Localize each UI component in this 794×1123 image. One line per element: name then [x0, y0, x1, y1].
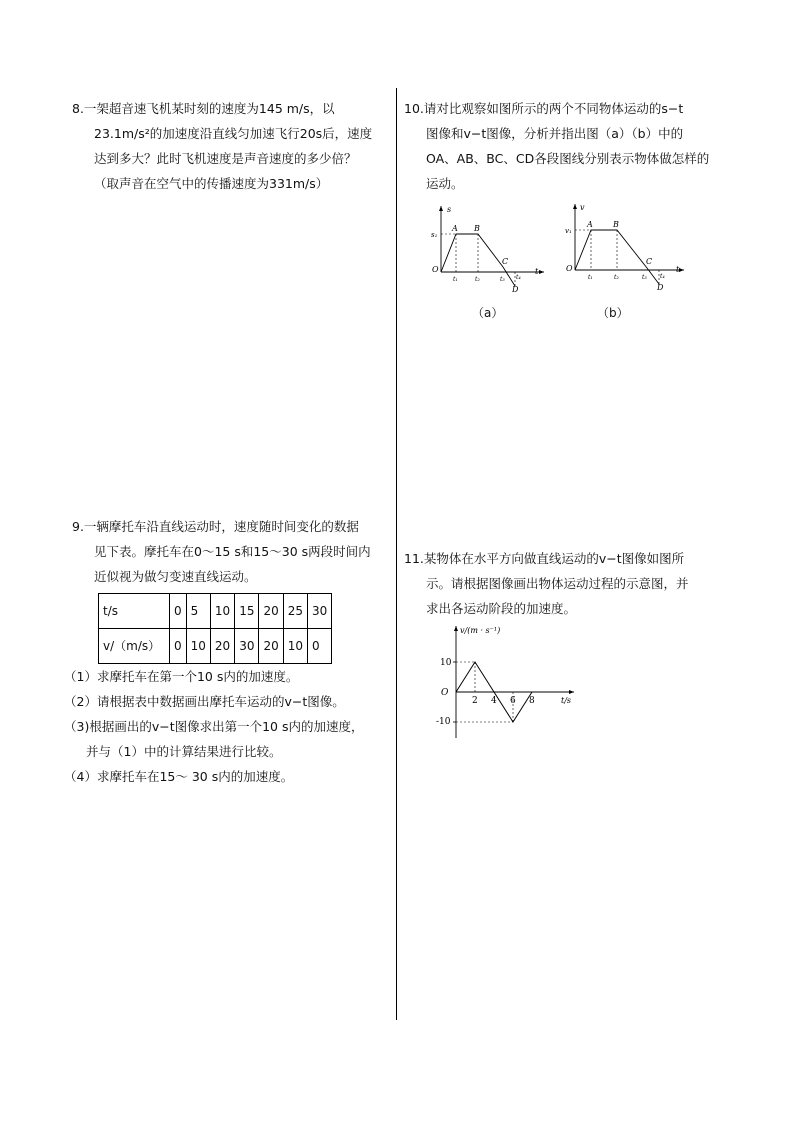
- table-row-time: [99, 594, 332, 629]
- question-9: [64, 514, 390, 789]
- axis-label-t: t: [535, 267, 539, 276]
- table-cell: 10: [210, 594, 234, 629]
- table-cell: 30: [235, 629, 259, 664]
- figure-a-caption: （a）: [472, 306, 504, 320]
- q9-line-2: 见下表。摩托车在0～15 s和15～30 s两段时间内: [94, 544, 371, 559]
- table-cell: 25: [283, 594, 307, 629]
- table-cell: 20: [259, 629, 283, 664]
- q8-line-4: （取声音在空气中的传播速度为331m/s）: [94, 176, 329, 191]
- q9-line-1: 9.一辆摩托车沿直线运动时，速度随时间变化的数据: [72, 519, 359, 534]
- point-label-b: B: [474, 224, 480, 233]
- q9-part-1: （1）求摩托车在第一个10 s内的加速度。: [64, 669, 299, 684]
- question-10: [404, 96, 726, 196]
- origin-label: O: [432, 265, 439, 274]
- table-cell: 0: [170, 629, 187, 664]
- left-column: [64, 96, 390, 784]
- axis-label-v: v/(m · s⁻¹): [460, 626, 501, 635]
- point-label-d: D: [657, 283, 664, 292]
- speed-data-table: [98, 593, 332, 664]
- q11-vt-graph: [436, 620, 586, 745]
- axis-label-v: v: [580, 203, 585, 212]
- tick-label-t3: t₃: [642, 274, 647, 281]
- level-label-s1: s₁: [431, 231, 438, 239]
- table-cell: 20: [210, 629, 234, 664]
- tick-label-t4: t₄: [516, 274, 521, 281]
- point-label-c: C: [646, 257, 653, 266]
- q9-part-3-cont: 并与（1）中的计算结果进行比较。: [86, 744, 282, 759]
- point-label-a: A: [452, 224, 458, 233]
- q11-line-1: 11.某物体在水平方向做直线运动的v−t图像如图所: [404, 551, 685, 566]
- column-divider: [396, 88, 397, 1020]
- vt-graph-b: [562, 198, 692, 298]
- axis-label-t: t/s: [561, 696, 572, 705]
- x-tick-label: 4: [491, 696, 497, 706]
- q8-line-1: 8.一架超音速飞机某时刻的速度为145 m/s，以: [72, 101, 335, 116]
- q11-line-2: 示。请根据图像画出物体运动过程的示意图，并: [426, 576, 689, 591]
- tick-label-t4: t₄: [660, 273, 665, 280]
- q9-part-2: （2）请根据表中数据画出摩托车运动的v−t图像。: [64, 694, 345, 709]
- question-11: [404, 546, 726, 621]
- table-header-time: t/s: [99, 594, 170, 629]
- st-graph-a: [426, 200, 551, 300]
- q10-line-2: 图像和v−t图像，分析并指出图（a）（b）中的: [426, 126, 684, 141]
- level-label-v1: v₁: [565, 227, 572, 235]
- q11-line-3: 求出各运动阶段的加速度。: [426, 601, 577, 616]
- tick-label-t1: t₁: [453, 276, 458, 283]
- x-tick-label: 6: [510, 696, 516, 706]
- axis-label-s: s: [447, 205, 452, 214]
- q8-line-2: 23.1m/s²的加速度沿直线匀加速飞行20s后，速度: [94, 126, 373, 141]
- tick-label-t3: t₃: [500, 276, 505, 283]
- q10-line-4: 运动。: [426, 176, 464, 191]
- figure-b-caption: （b）: [597, 306, 629, 320]
- table-cell: 10: [283, 629, 307, 664]
- q9-line-3: 近似视为做匀变速直线运动。: [94, 569, 257, 584]
- y-tick-label-10: 10: [440, 658, 452, 668]
- tick-label-t2: t₂: [614, 274, 619, 281]
- axis-label-t: t: [676, 265, 680, 274]
- table-row-velocity: [99, 629, 332, 664]
- origin-label: O: [441, 688, 449, 698]
- table-cell: 0: [170, 594, 187, 629]
- table-cell: 20: [259, 594, 283, 629]
- tick-label-t2: t₂: [475, 276, 480, 283]
- q9-part-4: （4）求摩托车在15～ 30 s内的加速度。: [64, 769, 294, 784]
- q10-line-1: 10.请对比观察如图所示的两个不同物体运动的s−t: [404, 101, 684, 116]
- x-tick-label: 8: [529, 696, 535, 706]
- table-cell: 30: [308, 594, 332, 629]
- table-header-velocity: v/（m/s）: [99, 629, 170, 664]
- table-cell: 10: [186, 629, 210, 664]
- point-label-b: B: [613, 220, 619, 229]
- tick-label-t1: t₁: [588, 274, 593, 281]
- y-tick-label-neg10: -10: [436, 717, 451, 727]
- table-cell: 15: [235, 594, 259, 629]
- point-label-a: A: [587, 220, 593, 229]
- q10-line-3: OA、AB、BC、CD各段图线分别表示物体做怎样的: [426, 151, 710, 166]
- table-cell: 5: [186, 594, 210, 629]
- q8-line-3: 达到多大？此时飞机速度是声音速度的多少倍？: [94, 151, 357, 166]
- point-label-c: C: [502, 257, 509, 266]
- q9-part-3: （3)根据画出的v−t图像求出第一个10 s内的加速度，: [64, 719, 364, 734]
- question-8: [72, 96, 390, 196]
- x-tick-label: 2: [472, 696, 478, 706]
- point-label-d: D: [512, 285, 519, 294]
- origin-label: O: [566, 264, 573, 273]
- table-cell: 0: [308, 629, 332, 664]
